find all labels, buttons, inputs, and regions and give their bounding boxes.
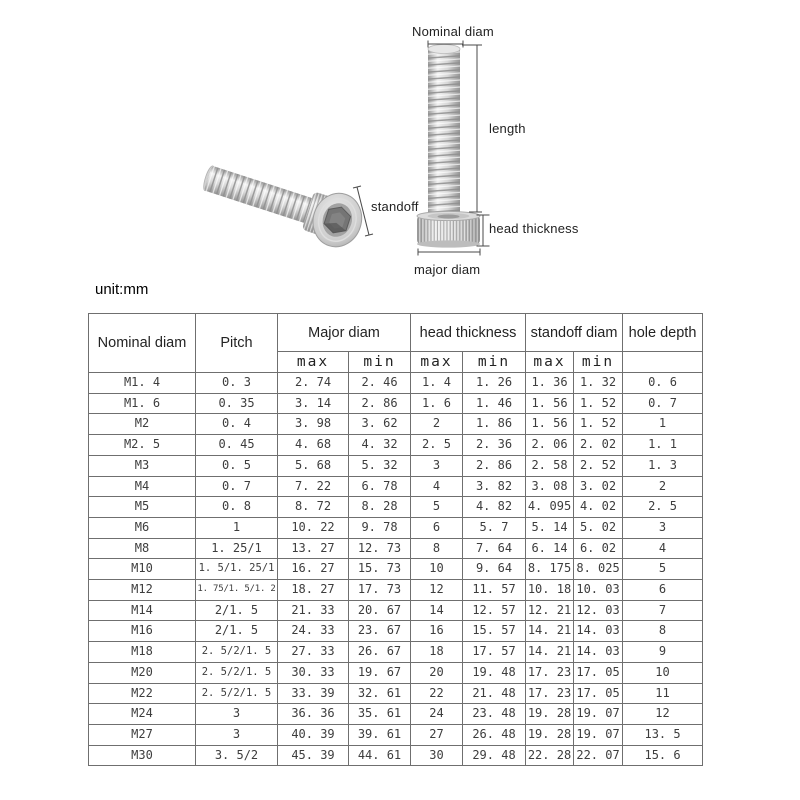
table-cell: 1. 6 — [411, 393, 463, 414]
table-cell: 10 — [411, 559, 463, 580]
table-cell: 15. 73 — [349, 559, 411, 580]
table-cell: 1. 52 — [574, 393, 623, 414]
table-cell: 2. 5/2/1. 5 — [196, 662, 278, 683]
table-cell: 12. 73 — [349, 538, 411, 559]
table-row — [89, 559, 703, 580]
table-cell: 3. 82 — [463, 476, 526, 497]
table-cell: 10 — [623, 662, 703, 683]
table-cell: 1 — [196, 517, 278, 538]
table-cell: 24 — [411, 704, 463, 725]
table-cell: 3. 02 — [574, 476, 623, 497]
table-cell: 2. 58 — [526, 455, 574, 476]
table-cell: 2. 5/2/1. 5 — [196, 683, 278, 704]
table-cell: 2 — [411, 414, 463, 435]
spec-table — [88, 313, 703, 766]
table-cell: 17. 73 — [349, 580, 411, 601]
table-cell: 6 — [623, 580, 703, 601]
table-cell: M30 — [89, 745, 196, 766]
table-cell: 6. 14 — [526, 538, 574, 559]
table-row — [89, 724, 703, 745]
table-cell: 5. 02 — [574, 517, 623, 538]
table-row — [89, 704, 703, 725]
table-row — [89, 745, 703, 766]
table-row — [89, 435, 703, 456]
table-cell: 39. 61 — [349, 724, 411, 745]
table-cell: 0. 35 — [196, 393, 278, 414]
table-cell: M2. 5 — [89, 435, 196, 456]
table-cell: 26. 48 — [463, 724, 526, 745]
table-cell: 14. 21 — [526, 642, 574, 663]
table-cell: M10 — [89, 559, 196, 580]
table-cell: 8. 175 — [526, 559, 574, 580]
table-cell: 8 — [623, 621, 703, 642]
table-cell: 2. 74 — [278, 373, 349, 394]
table-cell: 1. 26 — [463, 373, 526, 394]
table-cell: 19. 07 — [574, 724, 623, 745]
table-cell: 12 — [411, 580, 463, 601]
table-cell: M2 — [89, 414, 196, 435]
table-cell: M8 — [89, 538, 196, 559]
table-cell: M16 — [89, 621, 196, 642]
table-cell: 1. 86 — [463, 414, 526, 435]
table-cell: 4. 68 — [278, 435, 349, 456]
table-cell: 8 — [411, 538, 463, 559]
standoff-label: standoff — [371, 199, 419, 214]
table-cell: 19. 48 — [463, 662, 526, 683]
table-cell: 17. 23 — [526, 662, 574, 683]
table-row — [89, 662, 703, 683]
table-cell: M3 — [89, 455, 196, 476]
table-cell: 10. 18 — [526, 580, 574, 601]
table-header — [89, 314, 703, 373]
table-cell: 8. 025 — [574, 559, 623, 580]
table-cell: 6. 02 — [574, 538, 623, 559]
table-cell: 12. 57 — [463, 600, 526, 621]
table-cell: 3 — [196, 724, 278, 745]
table-cell: 4. 095 — [526, 497, 574, 518]
table-cell: 11 — [623, 683, 703, 704]
table-cell: M18 — [89, 642, 196, 663]
table-cell: 2. 86 — [463, 455, 526, 476]
table-cell: 0. 5 — [196, 455, 278, 476]
table-cell: 1. 25/1 — [196, 538, 278, 559]
table-cell: 0. 3 — [196, 373, 278, 394]
table-cell: M12 — [89, 580, 196, 601]
col-subheader-min: min — [574, 352, 623, 373]
table-cell: 19. 67 — [349, 662, 411, 683]
table-cell: 15. 6 — [623, 745, 703, 766]
col-subheader-max: max — [526, 352, 574, 373]
table-cell: 0. 8 — [196, 497, 278, 518]
table-cell: 19. 28 — [526, 704, 574, 725]
table-row — [89, 683, 703, 704]
table-cell: 4 — [411, 476, 463, 497]
table-cell: 14 — [411, 600, 463, 621]
table-cell: 1. 46 — [463, 393, 526, 414]
table-cell: 1. 5/1. 25/1 — [196, 559, 278, 580]
table-cell: 0. 7 — [623, 393, 703, 414]
col-subheader-min: min — [463, 352, 526, 373]
table-cell: 21. 48 — [463, 683, 526, 704]
table-cell: 3. 62 — [349, 414, 411, 435]
table-cell: 3 — [411, 455, 463, 476]
table-cell: 44. 61 — [349, 745, 411, 766]
table-cell: M24 — [89, 704, 196, 725]
table-cell: 1. 1 — [623, 435, 703, 456]
table-cell: 27. 33 — [278, 642, 349, 663]
table-cell: 24. 33 — [278, 621, 349, 642]
table-cell: 13. 27 — [278, 538, 349, 559]
table-cell: 20 — [411, 662, 463, 683]
col-subheader-empty — [623, 352, 703, 373]
table-cell: 40. 39 — [278, 724, 349, 745]
table-cell: 14. 03 — [574, 621, 623, 642]
table-cell: 10. 03 — [574, 580, 623, 601]
table-row — [89, 580, 703, 601]
table-cell: 2. 02 — [574, 435, 623, 456]
table-row — [89, 393, 703, 414]
table-cell: M1. 6 — [89, 393, 196, 414]
table-cell: 1. 32 — [574, 373, 623, 394]
table-cell: 19. 07 — [574, 704, 623, 725]
table-cell: 8. 28 — [349, 497, 411, 518]
table-cell: 0. 6 — [623, 373, 703, 394]
col-header-standoff-diam: standoff diam — [526, 314, 623, 352]
table-cell: 19. 28 — [526, 724, 574, 745]
table-cell: 3. 08 — [526, 476, 574, 497]
table-cell: 3. 5/2 — [196, 745, 278, 766]
table-cell: 15. 57 — [463, 621, 526, 642]
table-cell: 1. 3 — [623, 455, 703, 476]
table-cell: 11. 57 — [463, 580, 526, 601]
table-cell: 17. 05 — [574, 683, 623, 704]
table-cell: 14. 03 — [574, 642, 623, 663]
table-cell: 17. 23 — [526, 683, 574, 704]
table-cell: M4 — [89, 476, 196, 497]
table-cell: 7. 22 — [278, 476, 349, 497]
col-subheader-min: min — [349, 352, 411, 373]
table-cell: 36. 36 — [278, 704, 349, 725]
table-cell: 12. 21 — [526, 600, 574, 621]
table-cell: 5 — [411, 497, 463, 518]
table-cell: 1. 4 — [411, 373, 463, 394]
nominal-diam-label: Nominal diam — [412, 24, 494, 39]
table-cell: M5 — [89, 497, 196, 518]
table-cell: 0. 4 — [196, 414, 278, 435]
table-cell: 30. 33 — [278, 662, 349, 683]
table-cell: 4. 02 — [574, 497, 623, 518]
col-header-hole-depth: hole depth — [623, 314, 703, 352]
table-cell: 27 — [411, 724, 463, 745]
table-cell: 3. 98 — [278, 414, 349, 435]
table-cell: 9 — [623, 642, 703, 663]
table-cell: 45. 39 — [278, 745, 349, 766]
table-row — [89, 538, 703, 559]
table-cell: 2. 46 — [349, 373, 411, 394]
table-cell: 0. 7 — [196, 476, 278, 497]
table-cell: 8. 72 — [278, 497, 349, 518]
table-cell: M6 — [89, 517, 196, 538]
table-cell: 2. 86 — [349, 393, 411, 414]
table-row — [89, 600, 703, 621]
table-cell: 5. 7 — [463, 517, 526, 538]
table-cell: 3 — [196, 704, 278, 725]
table-cell: 35. 61 — [349, 704, 411, 725]
table-cell: 2. 36 — [463, 435, 526, 456]
length-label: length — [489, 121, 526, 136]
table-cell: 33. 39 — [278, 683, 349, 704]
table-cell: 2. 52 — [574, 455, 623, 476]
table-row — [89, 642, 703, 663]
table-cell: 4. 32 — [349, 435, 411, 456]
table-row — [89, 414, 703, 435]
col-header-nominal-diam: Nominal diam — [89, 314, 196, 373]
table-cell: 2. 5 — [411, 435, 463, 456]
table-body — [89, 373, 703, 766]
table-cell: 20. 67 — [349, 600, 411, 621]
table-cell: 3. 14 — [278, 393, 349, 414]
col-header-major-diam: Major diam — [278, 314, 411, 352]
table-row — [89, 621, 703, 642]
col-subheader-max: max — [278, 352, 349, 373]
table-cell: 7 — [623, 600, 703, 621]
table-cell: 5. 68 — [278, 455, 349, 476]
table-cell: 2/1. 5 — [196, 600, 278, 621]
table-cell: 1. 75/1. 5/1. 2 — [196, 580, 278, 601]
table-cell: M20 — [89, 662, 196, 683]
table-cell: 22. 07 — [574, 745, 623, 766]
table-cell: M27 — [89, 724, 196, 745]
table-cell: 0. 45 — [196, 435, 278, 456]
table-cell: 17. 05 — [574, 662, 623, 683]
table-cell: 23. 67 — [349, 621, 411, 642]
col-header-pitch: Pitch — [196, 314, 278, 373]
table-cell: 16. 27 — [278, 559, 349, 580]
table-row — [89, 455, 703, 476]
table-cell: 6. 78 — [349, 476, 411, 497]
head-thickness-label: head thickness — [489, 221, 579, 236]
table-cell: 9. 78 — [349, 517, 411, 538]
table-cell: 6 — [411, 517, 463, 538]
table-cell: 2. 06 — [526, 435, 574, 456]
table-cell: 5. 32 — [349, 455, 411, 476]
table-cell: 7. 64 — [463, 538, 526, 559]
table-cell: 2/1. 5 — [196, 621, 278, 642]
table-cell: 5. 14 — [526, 517, 574, 538]
table-cell: 3 — [623, 517, 703, 538]
table-row — [89, 497, 703, 518]
table-cell: M22 — [89, 683, 196, 704]
table-cell: 18. 27 — [278, 580, 349, 601]
table-cell: 1. 52 — [574, 414, 623, 435]
table-cell: 26. 67 — [349, 642, 411, 663]
table-cell: 17. 57 — [463, 642, 526, 663]
major-diam-label: major diam — [414, 262, 481, 277]
table-cell: 29. 48 — [463, 745, 526, 766]
table-cell: 1. 36 — [526, 373, 574, 394]
table-cell: 30 — [411, 745, 463, 766]
table-cell: M1. 4 — [89, 373, 196, 394]
table-cell: 21. 33 — [278, 600, 349, 621]
col-subheader-max: max — [411, 352, 463, 373]
table-cell: 4 — [623, 538, 703, 559]
table-row — [89, 476, 703, 497]
table-row — [89, 373, 703, 394]
table-cell: 1. 56 — [526, 393, 574, 414]
table-cell: 2. 5 — [623, 497, 703, 518]
table-row — [89, 517, 703, 538]
unit-label: unit:mm — [95, 281, 149, 298]
table-cell: 2. 5/2/1. 5 — [196, 642, 278, 663]
table-cell: 16 — [411, 621, 463, 642]
table-cell: 23. 48 — [463, 704, 526, 725]
table-cell: 22. 28 — [526, 745, 574, 766]
table-cell: 2 — [623, 476, 703, 497]
table-cell: 1 — [623, 414, 703, 435]
table-cell: 12. 03 — [574, 600, 623, 621]
table-cell: 4. 82 — [463, 497, 526, 518]
table-cell: M14 — [89, 600, 196, 621]
table-cell: 32. 61 — [349, 683, 411, 704]
table-cell: 12 — [623, 704, 703, 725]
table-cell: 14. 21 — [526, 621, 574, 642]
table-cell: 10. 22 — [278, 517, 349, 538]
table-cell: 9. 64 — [463, 559, 526, 580]
col-header-head-thickness: head thickness — [411, 314, 526, 352]
table-cell: 22 — [411, 683, 463, 704]
table-cell: 5 — [623, 559, 703, 580]
table-cell: 18 — [411, 642, 463, 663]
table-cell: 13. 5 — [623, 724, 703, 745]
table-cell: 1. 56 — [526, 414, 574, 435]
